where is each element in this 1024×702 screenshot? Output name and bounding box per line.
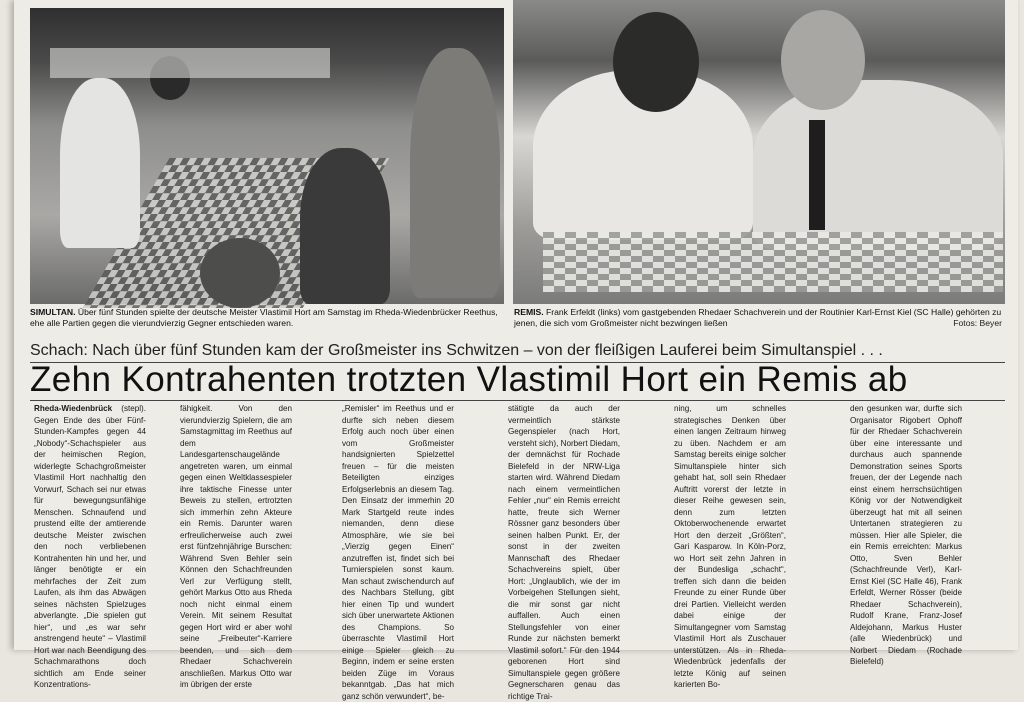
article-column-2 — [180, 403, 292, 689]
player-karl-ernst-kiel — [753, 80, 1003, 250]
article-column-6 — [850, 403, 962, 666]
article-column-3 — [342, 403, 454, 701]
player-standing — [60, 78, 140, 248]
column-text: „Remisler“ im Reethus und er durfte sich neben diesem Erfolg auch noch über einen vom Großmeister handsignierten Spielzettel freuen – für die meisten Beteiligten einziges Erfolgserlebnis an diesem Tag. Den Einsatz der immerhin 20 Mark Startgeld reute indes niemanden, denn diese Atmosphäre, wie sie bei „Vierzig gegen Einen“ anzutreffen ist, findet sich bei Turnierspielen sonst kaum. Man schaut zwischendurch auf des Nachbars Stellung, gibt hier einen Tip und wundert sich über unerwartete Aktionen des Champions. So überraschte Vlastimil Hort einige Spieler gleich zu Beginn, indem er seine ersten beiden Züge im Voraus bekanntgab. „Das hat mich ganz schön verwundert“, be- — [342, 404, 454, 701]
photo-simultaneous-play — [30, 8, 504, 304]
background-tables — [50, 48, 330, 78]
opponent-head — [200, 238, 280, 308]
player-head-left — [613, 12, 699, 112]
chessboard — [543, 232, 1003, 292]
article-column-4 — [508, 403, 621, 701]
dateline: Rheda-Wiedenbrück — [34, 404, 113, 413]
column-text: (stepl). Gegen Ende des über Fünf-Stunden-Kampfes gegen 44 „Nobody“-Schachspieler aus der heimischen Region, widerlegte Schachgroßmeister Vlastimil Hort nachhaltig den Vorwurf, Schach sei nur etwas für bewegungsunfähige Menschen. Schnaufend und prustend eilte der amtierende deutsche Meister zwischen den noch verbliebenen Kontrahenten hin und her, und länger benötigte er ein mehrfaches der Zeit zum Laufen, als ihm das Abwägen seines nächsten Spielzuges abverlangte. „Die spielen gut hier“, und „es war sehr anstrengend heute“ – Vlastimil Hort war nach Beendigung des Schachmarathons doch sichtlich am Ende seiner Konzentrations- — [34, 404, 146, 689]
player-head-right — [781, 10, 865, 110]
photo-credit: Fotos: Beyer — [953, 318, 1002, 328]
caption-label: REMIS. — [514, 307, 544, 317]
spectator-right — [410, 48, 500, 298]
necktie — [809, 120, 825, 230]
article-column-1 — [34, 403, 146, 689]
column-text: den gesunken war, durfte sich Organisator Rigobert Ophoff für der Rhedaer Schachverein über eine interessante und durchaus auch spannende Demonstration seines Sports freuen, der der Legende nach einst einem herrschsüchtigen König vor der Notwendigkeit überzeugt hat mit all seinen Untertanen strategieren zu müssen. Hier alle Spieler, die ein Remis erreichten: Markus Otto, Sven Behler (Schachfreunde Verl), Karl-Ernst Kiel (SC Halle 46), Frank Erfeldt, Werner Rösser (beide Rhedaer Schachverein), Rudolf Krane, Franz-Josef Aldejohann, Markus Huster (alle Wiedenbrück) und Norbert Diedam (Rochade Bielefeld) — [850, 404, 962, 666]
caption-text: Über fünf Stunden spielte der deutsche Meister Vlastimil Hort am Samstag im Rheda-Wiedenbrücker Reethus, ehe alle Partien gegen die vierundvierzig Gegner entschieden waren. — [30, 307, 498, 328]
caption-text: Frank Erfeldt (links) vom gastgebenden Rhedaer Schachverein und der Routinier Karl-Ernst Kiel (SC Halle) gehörten zu jenen, die sich vom Großmeister nicht bezwingen ließen — [514, 307, 1002, 328]
opponent-seated — [300, 148, 390, 304]
photo-caption-left — [30, 307, 504, 329]
article-column-5 — [674, 403, 786, 689]
article-kicker: Schach: Nach über fünf Stunden kam der Großmeister ins Schwitzen – von der fleißigen Lauferei beim Simultanspiel . . . — [30, 342, 883, 359]
caption-label: SIMULTAN. — [30, 307, 76, 317]
photo-remis-players — [513, 0, 1005, 304]
divider — [30, 400, 1005, 401]
column-text: fähigkeit. Von den vierundvierzig Spielern, die am Samstagmittag im Reethus auf dem Landesgartenschaugelände angetreten waren, um einmal gegen einen Weltklassespieler ihre taktische Finesse unter Beweis zu stellen, ertrotzten sich immerhin zehn Akteure ein Remis. Darunter waren erfreulicherweise auch zwei erst fünfzehnjährige Burschen: Während Sven Behler sein Können den Schachfreunden Verl zur Verfügung stellt, gehört Markus Otto aus Rheda noch nicht einmal einem Verein. Mit seinem Resultat gegen Hort wird er aber wohl seine „Freibeuter“-Karriere beenden, und sich dem Rhedaer Schachverein anschließen. Markus Otto war im übrigen der erste — [180, 404, 292, 689]
article-headline: Zehn Kontrahenten trotzten Vlastimil Hort ein Remis ab — [30, 360, 908, 399]
column-text: stätigte da auch der vermeintlich stärkste Gegenspieler (nach Hort, versteht sich), Norbert Diedam, der demnächst für Rochade Bielefeld in der NRW-Liga starten wird. Während Diedam nach einem vermeintlichen Fehler „nur“ ein Remis erreicht hatte, freute sich Werner Rössner ganz besonders über seinen halben Punkt. Er, der sonst in der zweiten Mannschaft des Rhedaer Schachvereins spielt, über Hort: „Unglaublich, wie der im Vorbeigehen Stellungen sieht, die mir sonst gar nicht auffallen. Auch einen Stellungsfehler von einer Runde zur nächsten bemerkt Vlastimil sofort.“ Für den 1944 geborenen Hort sind Simultanspiele gegen größere Gegnerscharen genau das richtige Trai- — [508, 404, 621, 701]
photo-caption-right — [514, 307, 1004, 329]
column-text: ning, um schnelles strategisches Denken über einen langen Zeitraum hinweg zu üben. Nachdem er am Samstag bereits einige solcher Simultanspiele hinter sich gehabt hat, soll sein Rhedaer Auftritt vorerst der letzte in dieser Reihe gewesen sein, denn zum letzten Oktoberwochenende erwartet Hort den derzeit „Größten“, Gari Kasparow. In Köln-Porz, wo Hort seit zehn Jahren in der Bundesliga „schacht“, treffen sich dann die beiden Freunde zu einer Runde über drei Partien. Vielleicht werden dabei einige der Simultangegner vom Samstag Vlastimil Hort als Zuschauer unterstützen. Als in Rheda-Wiedenbrück jedenfalls der letzte König auf seinen karierten Bo- — [674, 404, 786, 689]
